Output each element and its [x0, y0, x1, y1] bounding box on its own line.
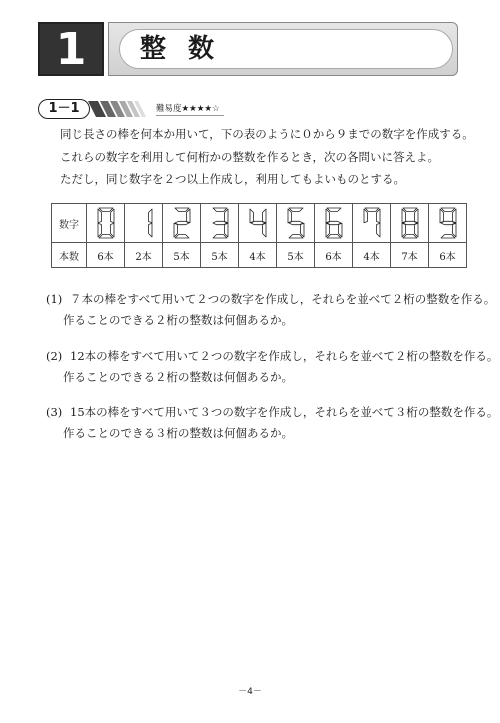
stick-segment: [175, 235, 189, 238]
question-text: 作ることのできる２桁の整数は何個あるか。: [63, 313, 293, 327]
stick-segment: [414, 223, 417, 237]
stick-segment: [414, 209, 417, 223]
stick-segment: [441, 221, 455, 224]
stick-segment: [148, 209, 151, 223]
stick-segment: [376, 209, 379, 223]
digit-0-glyph: [96, 206, 116, 240]
stick-segment: [186, 209, 189, 223]
stick-segment: [99, 235, 113, 238]
chapter-title-bar: [108, 22, 458, 76]
stick-count: 5本: [277, 243, 315, 268]
stick-segment: [98, 223, 101, 237]
stick-segment: [452, 223, 455, 237]
stick-segment: [441, 208, 455, 211]
stick-segment: [440, 209, 443, 223]
question-number: (2): [46, 349, 63, 363]
digit-5-glyph: [286, 206, 306, 240]
stick-count: 2本: [125, 243, 163, 268]
digit-3-glyph: [210, 206, 230, 240]
stick-count: 4本: [239, 243, 277, 268]
stick-segment: [327, 235, 341, 238]
digit-row: [52, 204, 467, 243]
stick-segment: [326, 223, 329, 237]
problem-id: 1－1: [38, 99, 90, 119]
stick-segment: [364, 209, 367, 223]
intro-line: ただし，同じ数字を２つ以上作成し，利用してもよいものとする。: [60, 172, 405, 186]
stick-segment: [148, 223, 151, 237]
question-text: 15本の棒をすべて用いて３つの数字を作成し，それらを並べて３桁の整数を作る。: [70, 405, 499, 419]
digit-7-glyph: [362, 206, 382, 240]
stick-segment: [403, 208, 417, 211]
digit-cell: [353, 204, 391, 243]
question: [46, 289, 496, 331]
stick-segment: [365, 208, 379, 211]
stick-count: 6本: [315, 243, 353, 268]
question-number: (3): [46, 405, 63, 419]
digit-8-glyph: [400, 206, 420, 240]
question-text: 作ることのできる２桁の整数は何個あるか。: [63, 370, 293, 384]
stick-segment: [224, 223, 227, 237]
stick-count: 7本: [391, 243, 429, 268]
stick-segment: [110, 223, 113, 237]
stick-segment: [110, 209, 113, 223]
stick-segment: [376, 223, 379, 237]
stick-segment: [441, 235, 455, 238]
stick-segment: [213, 235, 227, 238]
stick-segment: [288, 209, 291, 223]
digit-4-glyph: [248, 206, 268, 240]
stick-segment: [402, 209, 405, 223]
stick-segment: [403, 235, 417, 238]
digit-1-glyph: [134, 206, 154, 240]
problem-intro: [60, 123, 474, 191]
intro-line: これらの数字を利用して何桁かの整数を作るとき，次の各問いに答えよ。: [60, 149, 440, 164]
stick-segment: [326, 209, 329, 223]
chapter-number: 1: [38, 22, 104, 76]
digit-cell: [87, 204, 125, 243]
digit-cell: [315, 204, 353, 243]
digit-6-glyph: [324, 206, 344, 240]
digit-2-glyph: [172, 206, 192, 240]
digit-table: [51, 203, 467, 268]
stick-segment: [262, 223, 265, 237]
chapter-header: [38, 22, 458, 76]
stick-segment: [262, 209, 265, 223]
stick-count: 6本: [87, 243, 125, 268]
digit-cell: [239, 204, 277, 243]
stick-segment: [289, 235, 303, 238]
digit-row-header: 数字: [52, 204, 87, 243]
stick-count: 5本: [163, 243, 201, 268]
stick-segment: [213, 208, 227, 211]
digit-cell: [125, 204, 163, 243]
question: [46, 402, 499, 444]
digit-cell: [277, 204, 315, 243]
stick-segment: [338, 223, 341, 237]
digit-cell: [163, 204, 201, 243]
digit-cell: [391, 204, 429, 243]
stick-segment: [403, 221, 417, 224]
count-row-header: 本数: [52, 243, 87, 268]
question-text: 12本の棒をすべて用いて２つの数字を作成し，それらを並べて２桁の整数を作る。: [70, 349, 499, 363]
digit-cell: [201, 204, 239, 243]
difficulty-label: 難易度★★★★☆: [156, 102, 224, 116]
stick-segment: [250, 209, 253, 223]
stick-segment: [452, 209, 455, 223]
digit-9-glyph: [438, 206, 458, 240]
stick-segment: [327, 208, 341, 211]
stick-segment: [175, 208, 189, 211]
count-row: [52, 243, 467, 268]
stick-segment: [300, 223, 303, 237]
stick-count: 5本: [201, 243, 239, 268]
stick-count: 6本: [429, 243, 467, 268]
question-number: (1): [46, 292, 63, 306]
stick-segment: [99, 208, 113, 211]
stripes-decoration: [88, 101, 152, 117]
stick-segment: [402, 223, 405, 237]
chapter-title: 整数: [119, 29, 453, 69]
stick-segment: [224, 209, 227, 223]
intro-line: 同じ長さの棒を何本か用いて，下の表のように０から９までの数字を作成する。: [60, 127, 474, 141]
stick-count: 4本: [353, 243, 391, 268]
stick-segment: [98, 209, 101, 223]
question-text: 作ることのできる３桁の整数は何個あるか。: [63, 426, 293, 440]
question: [46, 346, 499, 388]
stick-segment: [174, 223, 177, 237]
page-number: －4－: [238, 687, 262, 697]
digit-cell: [429, 204, 467, 243]
stick-segment: [289, 208, 303, 211]
question-text: ７本の棒をすべて用いて２つの数字を作成し，それらを並べて２桁の整数を作る。: [70, 292, 496, 306]
